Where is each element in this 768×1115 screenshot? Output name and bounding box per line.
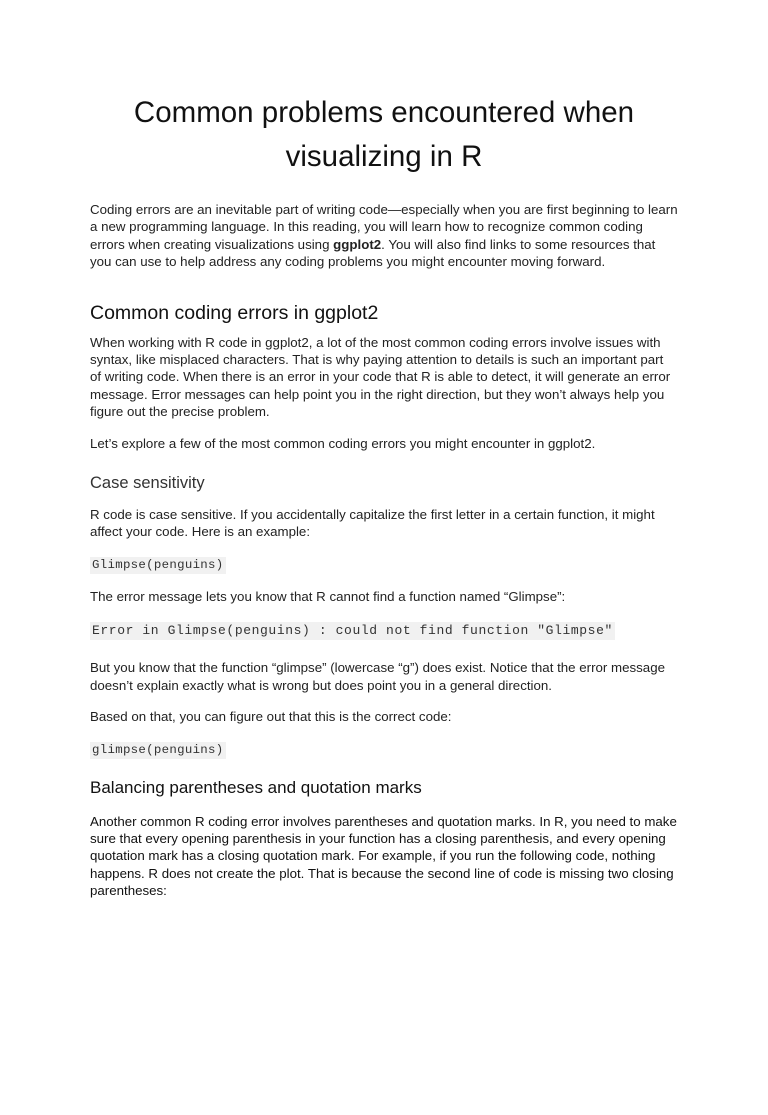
document-page <box>0 91 768 1115</box>
intro-text-end: . You will also find links to some resources that you can use to help address any coding problems you might encounter moving forward. <box>90 236 656 270</box>
common-errors-paragraph-2: Let’s explore a few of the most common coding errors you might encounter in ggplot2. <box>90 435 596 451</box>
section-heading-balancing: Balancing parentheses and quotation marks <box>90 777 422 797</box>
code-sample-glimpse-correct <box>90 740 678 759</box>
code-text-glimpse-capital: Glimpse(penguins) <box>92 557 224 572</box>
section-heading-case-sensitivity: Case sensitivity <box>90 474 205 493</box>
error-message-text: Error in Glimpse(penguins) : could not find function "Glimpse" <box>92 623 613 639</box>
error-message-block <box>90 621 678 640</box>
section-heading-common-errors: Common coding errors in ggplot2 <box>90 301 379 324</box>
case-paragraph-3: But you know that the function “glimpse” (lowercase “g”) does exist. Notice that the error message doesn’t explain exactly what is wrong but does point you in a general direction. <box>90 660 665 693</box>
balancing-paragraph-1: Another common R coding error involves parentheses and quotation marks. In R, you need to make sure that every opening parenthesis in your function has a closing parenthesis, and every opening quotation mark has a closing quotation mark. For example, if you run the following code, nothing happens. R does not create the plot. That is because the second line of code is missing two closing parentheses: <box>90 813 677 899</box>
code-text-glimpse-correct: glimpse(penguins) <box>92 742 224 757</box>
intro-paragraph <box>90 201 678 271</box>
code-sample-glimpse-capital <box>90 555 678 574</box>
case-paragraph-1: R code is case sensitive. If you accidentally capitalize the first letter in a certain function, it might affect your code. Here is an example: <box>90 507 655 540</box>
case-paragraph-4: Based on that, you can figure out that this is the correct code: <box>90 709 452 725</box>
document-title: Common problems encountered when visualizing in R <box>133 96 635 173</box>
intro-bold-ggplot2: ggplot2 <box>333 236 382 252</box>
case-paragraph-2: The error message lets you know that R cannot find a function named “Glimpse”: <box>90 588 566 604</box>
intro-text-start: Coding errors are an inevitable part of writing code—especially when you are first beginning to learn a new programming language. In this reading, you will learn how to recognize common coding errors when creating visualizations using <box>90 202 678 252</box>
common-errors-paragraph-1: When working with R code in ggplot2, a lot of the most common coding errors involve issues with syntax, like misplaced characters. That is why paying attention to details is such an important part of writing code. When there is an error in your code that R is able to detect, it will generate an error message. Error messages can help point you in the right direction, but they won’t always help you figure out the precise problem. <box>90 334 671 420</box>
